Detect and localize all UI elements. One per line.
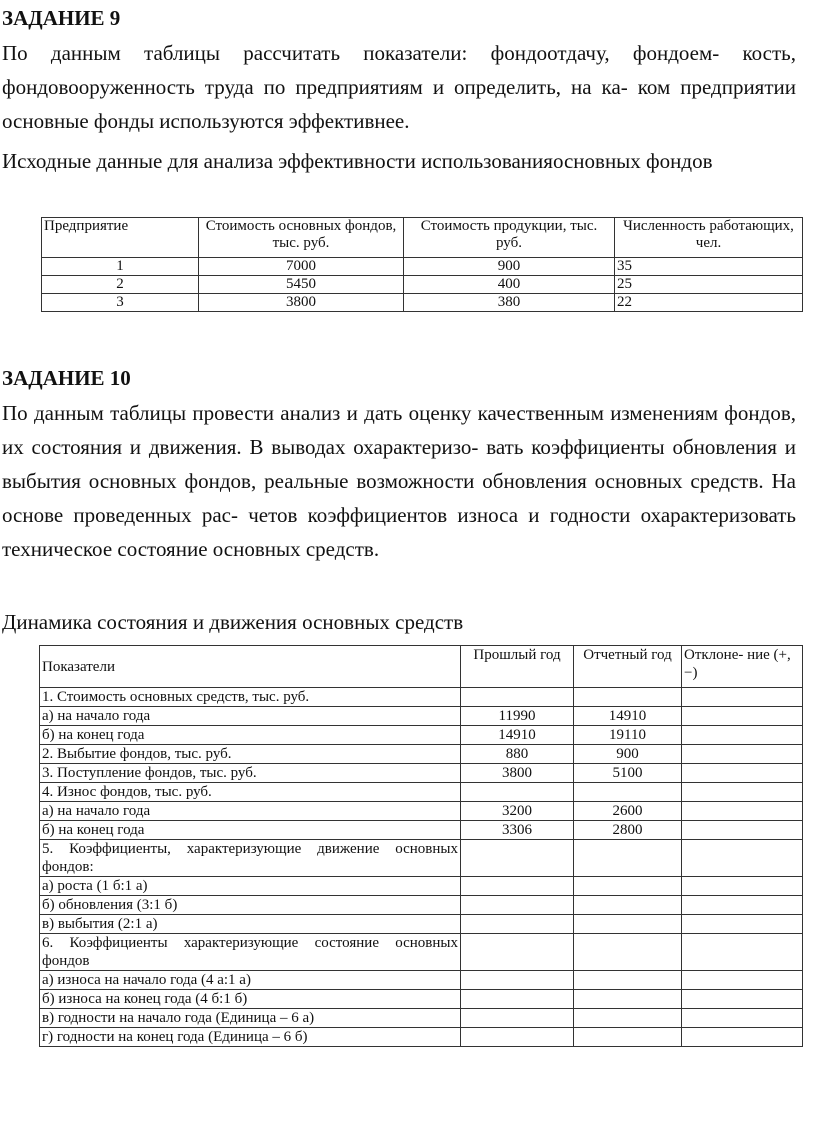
table-row — [40, 688, 803, 707]
table-cell: 6. Коэффициенты характеризующие состояние основных фондов — [40, 934, 461, 971]
task9-text: По данным таблицы рассчитать показатели: фондоотдачу, фондоем- кость, фондовооруженность труда по предприятиям и определить, на ка- ком предприятии основные фонды используются эффективнее. — [2, 41, 796, 133]
table-cell: 2800 — [574, 821, 682, 840]
table-cell — [682, 764, 803, 783]
table-cell — [574, 1009, 682, 1028]
table-cell — [574, 896, 682, 915]
table-cell: 1. Стоимость основных средств, тыс. руб. — [40, 688, 461, 707]
table-cell: 14910 — [461, 726, 574, 745]
table-cell: 900 — [404, 258, 615, 276]
table-row — [40, 726, 803, 745]
table-cell: а) на начало года — [40, 707, 461, 726]
task9-table — [41, 217, 803, 312]
table-cell — [682, 707, 803, 726]
table-cell — [682, 821, 803, 840]
table-cell — [461, 896, 574, 915]
table-cell: б) на конец года — [40, 821, 461, 840]
table-row — [40, 896, 803, 915]
table-cell: 400 — [404, 276, 615, 294]
table-cell: 19110 — [574, 726, 682, 745]
table-cell: 900 — [574, 745, 682, 764]
table-cell: 3800 — [461, 764, 574, 783]
table-cell — [682, 915, 803, 934]
table-cell: в) выбытия (2:1 а) — [40, 915, 461, 934]
table-cell: 3306 — [461, 821, 574, 840]
table-cell — [574, 688, 682, 707]
table-cell — [682, 934, 803, 971]
table-row — [40, 745, 803, 764]
table-cell: 7000 — [199, 258, 404, 276]
table-cell: 3800 — [199, 294, 404, 312]
header-cell: Стоимость продукции, тыс. руб. — [404, 218, 615, 258]
table-cell: 3 — [42, 294, 199, 312]
header-cell: Показатели — [40, 646, 461, 688]
table-cell — [574, 1028, 682, 1047]
table-cell: 2. Выбытие фондов, тыс. руб. — [40, 745, 461, 764]
table-cell: 35 — [615, 258, 803, 276]
table-cell — [574, 915, 682, 934]
table-cell: б) на конец года — [40, 726, 461, 745]
table-row — [42, 258, 803, 276]
table-row — [40, 877, 803, 896]
table-header-row — [40, 646, 803, 688]
table-row — [42, 294, 803, 312]
table-header-row — [42, 218, 803, 258]
table-cell: 5100 — [574, 764, 682, 783]
table-row — [40, 764, 803, 783]
table-cell: 1 — [42, 258, 199, 276]
table-cell: г) годности на конец года (Единица – 6 б) — [40, 1028, 461, 1047]
table-cell: б) обновления (3:1 б) — [40, 896, 461, 915]
table-cell: а) роста (1 б:1 а) — [40, 877, 461, 896]
task10-text: По данным таблицы провести анализ и дать оценку качественным изменениям фондов, их состояния и движения. В выводах охарактеризо- вать коэффициенты обновления и выбытия основных фондов, реальные возможности обновления основных средств. На основе проведенных рас- четов коэффициентов износа и годности охарактеризовать техническое состояние основных средств. — [2, 401, 796, 561]
table-cell: 5. Коэффициенты, характеризующие движение основных фондов: — [40, 840, 461, 877]
table-cell — [461, 877, 574, 896]
table-cell — [461, 688, 574, 707]
table-row — [40, 915, 803, 934]
table-cell — [682, 802, 803, 821]
table-cell — [682, 783, 803, 802]
table-cell: а) износа на начало года (4 а:1 а) — [40, 971, 461, 990]
header-cell: Прошлый год — [461, 646, 574, 688]
task10-table — [39, 645, 803, 1047]
table-cell — [682, 745, 803, 764]
table-row — [40, 934, 803, 971]
table-cell — [461, 1009, 574, 1028]
table-cell — [461, 783, 574, 802]
table-row — [40, 1028, 803, 1047]
table-cell — [574, 971, 682, 990]
table-cell — [682, 726, 803, 745]
table-cell — [461, 990, 574, 1009]
table-cell: 4. Износ фондов, тыс. руб. — [40, 783, 461, 802]
table-row — [40, 840, 803, 877]
table-cell: а) на начало года — [40, 802, 461, 821]
table-cell: 2600 — [574, 802, 682, 821]
table-cell — [461, 934, 574, 971]
task9-caption: Исходные данные для анализа эффективности использованияосновных фондов — [2, 149, 713, 173]
table-cell — [682, 1009, 803, 1028]
table-row — [40, 990, 803, 1009]
task9-heading: ЗАДАНИЕ 9 — [2, 6, 121, 30]
task10-caption: Динамика состояния и движения основных средств — [2, 610, 464, 634]
table-cell — [574, 840, 682, 877]
table-row — [40, 971, 803, 990]
header-cell: Численность работающих, чел. — [615, 218, 803, 258]
table-cell: 14910 — [574, 707, 682, 726]
table-cell: 880 — [461, 745, 574, 764]
table-cell: 25 — [615, 276, 803, 294]
table-cell: 380 — [404, 294, 615, 312]
table-cell — [574, 990, 682, 1009]
table-cell: в) годности на начало года (Единица – 6 а) — [40, 1009, 461, 1028]
table-cell: 3. Поступление фондов, тыс. руб. — [40, 764, 461, 783]
task10-heading: ЗАДАНИЕ 10 — [2, 366, 131, 390]
table-cell — [682, 971, 803, 990]
header-cell: Предприятие — [42, 218, 199, 258]
table-row — [40, 1009, 803, 1028]
table-cell: 5450 — [199, 276, 404, 294]
table-cell: 11990 — [461, 707, 574, 726]
table-cell: 22 — [615, 294, 803, 312]
table-cell — [682, 688, 803, 707]
table-cell — [461, 971, 574, 990]
header-cell: Отклоне- ние (+, −) — [682, 646, 803, 688]
header-cell: Отчетный год — [574, 646, 682, 688]
table-cell: б) износа на конец года (4 б:1 б) — [40, 990, 461, 1009]
table-cell — [461, 840, 574, 877]
table-cell — [682, 896, 803, 915]
table-cell — [574, 877, 682, 896]
table-row — [40, 783, 803, 802]
table-cell — [682, 840, 803, 877]
table-cell — [461, 1028, 574, 1047]
table-row — [40, 707, 803, 726]
table-cell — [682, 1028, 803, 1047]
table-row — [40, 802, 803, 821]
table-cell: 3200 — [461, 802, 574, 821]
table-cell — [682, 990, 803, 1009]
table-cell — [682, 877, 803, 896]
table-row — [42, 276, 803, 294]
table-cell: 2 — [42, 276, 199, 294]
table-cell — [574, 783, 682, 802]
table-cell — [461, 915, 574, 934]
table-row — [40, 821, 803, 840]
table-cell — [574, 934, 682, 971]
header-cell: Стоимость основных фондов, тыс. руб. — [199, 218, 404, 258]
